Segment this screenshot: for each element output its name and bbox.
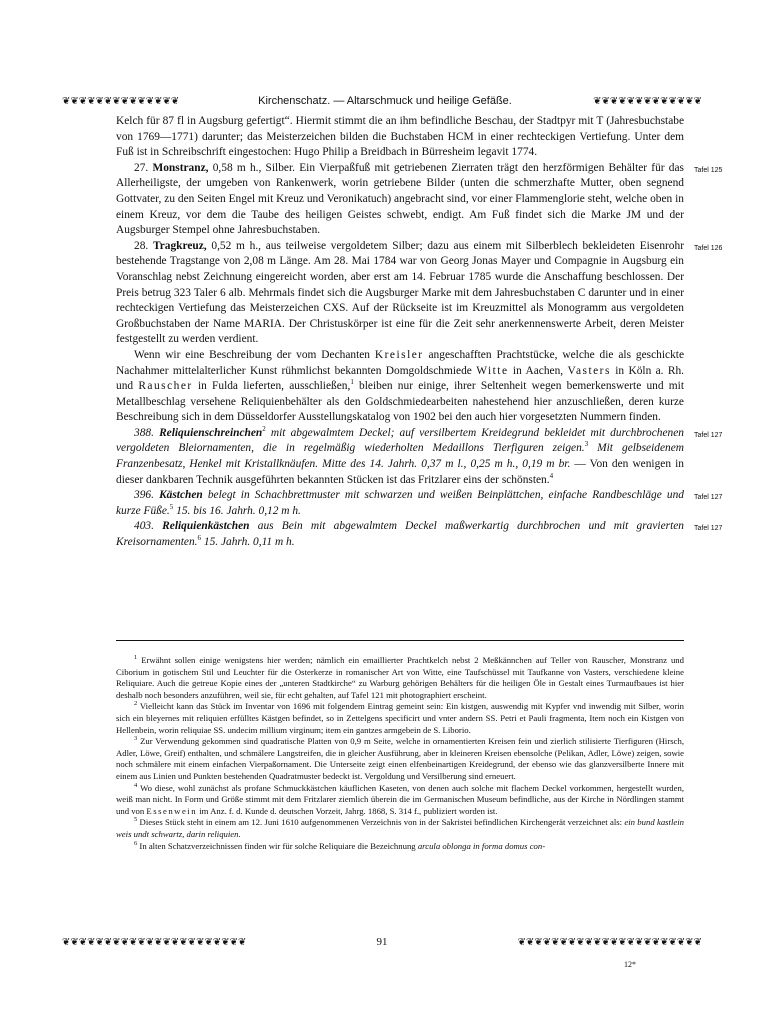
entry-title: Kästchen	[159, 489, 203, 502]
paragraph-intro: Wenn wir eine Beschreibung der vom Dechanten Kreisler angeschafften Prachtstücke, welche die als geschickte Nachahmer mittelalterlicher Kunst rühmlichst bekannten Domgoldschmiede Witte in Aachen, Vasters in Köln a. Rh. und Rauscher in Fulda lieferten, ausschließen,$^1$ bleiben nur einige, ihrer Seltenheit wegen bemerkenswerte und mit Metallbeschlag versehene Reliquienbehälter als den Goldschmiedearbeiten nahestehend hier anzuschließen, deren kurze Beschreibung sich in dem Düsseldorfer Ausstellungskatalog von 1902 bei den auch hier vorgesetzten Nummern finden.	[116, 348, 685, 424]
running-head-title: Kirchenschatz. — Altarschmuck und heilige Gefäße.	[258, 95, 512, 107]
footnote-3: $^3$ Zur Verwendung gekommen sind quadratische Platten von 0,9 m Seite, welche in ornamentierten Kreisen fein und zierlich stilisierte Tierfiguren (Hirsch, Adler, Löwe, Greif) enthalten, und schmälere Langstreifen, die in gleicher Ausführung, aber in kleineren Kreisen ebensolche (Pelikan, Adler, Löwe) zeigen, sowie noch schmälere mit einem einfachen Vierpaßornament. Die Unterseite zeigt einen elfenbeinartigen Kreidegrund, der ebenso wie das glanzversilberte Innere mit einem aus Linien und Punkten bestehenden Quadratmuster bedeckt ist. Vergoldung und Versilberung sind erneuert.	[116, 735, 684, 781]
name-rauscher: Rauscher	[138, 380, 193, 393]
main-text	[116, 114, 723, 551]
signature-mark: 12*	[624, 960, 636, 969]
footnote-ref: 5	[169, 503, 174, 512]
running-head	[62, 93, 702, 109]
plate-reference: Tafel 126	[694, 244, 723, 252]
header-ornament-right: ❦❦❦❦❦❦❦❦❦❦❦❦❦	[593, 95, 702, 107]
entry-27	[116, 161, 723, 239]
footnote-ref: 2	[262, 425, 266, 434]
footer-ornament-left: ❦❦❦❦❦❦❦❦❦❦❦❦❦❦❦❦❦❦❦❦❦❦	[62, 936, 247, 948]
footnote-divider	[116, 640, 684, 641]
name-essenwein: Essenwein	[146, 805, 198, 816]
footnote-4: $^4$ Wo diese, wohl zunächst als profane Schmuckkästchen käuflichen Kaseten, von denen auch solche mit flachem Deckel vorkommen, hergestellt wurden, weiß man nicht. In Form und Größe stimmt mit dem Fritzlarer ziemlich überein die im Germanischen Museum befindliche, aus der Kirche in Nördlingen stammt und von Essenwein im Anz. f. d. Kunde d. deutschen Vorzeit, Jahrg. 1868, S. 314 f., publiziert worden ist.	[116, 781, 684, 816]
header-ornament-left: ❦❦❦❦❦❦❦❦❦❦❦❦❦❦	[62, 95, 180, 107]
plate-reference: Tafel 127	[694, 525, 723, 533]
footnote-1: $^1$ Erwähnt sollen einige wenigstens hier werden; nämlich ein emaillierter Prachtkelch nebst 2 Meßkännchen auf Teller von Rauscher, Monstranz und Ciborium in gotischem Stil und Leuchter für die Osterkerze in romanischer Art von Witte, eine Taufschüssel mit Taufkanne von Vasters, verschiedene kleine Reliquiare. Auch die getreue Kopie eines der „unteren Stadtkirche“ zu Warburg gehörigen Behälters für die heiligen Öle in Gestalt eines Turmaufbaues ist hier deshalb noch besonders anzuführen, weil sie, für echt gehalten, auf Tafel 121 mit photographiert erscheint.	[116, 654, 684, 700]
plate-reference: Tafel 127	[694, 494, 723, 502]
entry-title: Tragkreuz,	[152, 239, 207, 252]
entry-number: 396.	[134, 489, 154, 502]
footnote-5: $^5$ Dieses Stück steht in einem am 12. Juni 1610 aufgenommenen Verzeichnis von in der Sakristei befindlichen Kirchengerät verzeichnet als: ein bund kastlein weis undt schwartz, darin reliquien.	[116, 816, 684, 839]
footnote-6: $^6$ In alten Schatzverzeichnissen finden wir für solche Reliquiare die Bezeichnung arcula oblonga in forma domus con-	[134, 839, 546, 851]
entry-number: 28.	[134, 239, 149, 252]
entry-title: Reliquienschreinchen	[159, 426, 263, 439]
entry-number: 403.	[134, 520, 154, 533]
page-footer	[62, 934, 702, 950]
footer-ornament-right: ❦❦❦❦❦❦❦❦❦❦❦❦❦❦❦❦❦❦❦❦❦❦	[517, 936, 702, 948]
paragraph-kelch: Kelch für 87 fl in Augsburg gefertigt“. Hiermit stimmt die an ihm befindliche Beschau, der Stadtpyr mit T (Jahresbuchstabe von 1769—1771) darunter; das Meisterzeichen bilden die Buchstaben HCM in einer rechteckigen Vertiefung. Unter dem Fuß ist in Schreibschrift eingestochen: Hugo Philip a Breidbach in Bürresheim legavit 1774.	[116, 115, 684, 159]
entry-396: 396. Kästchen belegt in Schachbrettmuster mit schwarzen und weißen Beinplättchen, einfache Randbeschläge und kurze Füße.$^5$ 15. bis 16. Jahrh. 0,12 m h. Tafel 127	[116, 488, 684, 519]
page-number: 91	[376, 936, 388, 948]
footnote-ref: 1	[350, 378, 354, 387]
entry-text: 0,58 m h., Silber. Ein Vierpaßfuß mit getriebenen Zierraten trägt den herzförmigen Behälter für das Allerheiligste, der umgeben von Rankenwerk, worin getriebene Bilder (unten die schmerzhafte Mutter, oben segnend Gottvater, zu den Seiten Engel mit Kreuz und Veronikatuch) angebracht sind, vor einer Flammenglorie steht, welche oben in einem Kreuz, vor dem die Taube des heiligen Geistes schwebt, endigt. Am Fuß findet sich die Marke JM und der Augsburger Stempel ohne Jahresbuchstaben.	[116, 161, 684, 237]
name-witte: Witte	[476, 364, 509, 377]
footnote-ref: 3	[584, 440, 589, 449]
entry-number: 27.	[134, 161, 149, 174]
plate-reference: Tafel 127	[694, 431, 723, 439]
footnote-ref: 6	[197, 534, 202, 543]
name-kreisler: Kreisler	[374, 348, 424, 361]
entry-title: Reliquienkästchen	[162, 520, 250, 533]
entry-388: 388. Reliquienschreinchen$^2$ mit abgewalmtem Deckel; auf versilbertem Kreidegrund bekleidet mit durchbrochenen vergoldeten Bleiornamenten, die in regelmäßig wiederholten Medaillons Tierfiguren zeigen.$^3$ Mit gelbseidenem Franzenbesatz, Henkel mit Kristallknäufen. Mitte des 14. Jahrh. 0,37 m l., 0,25 m h., 0,19 m br. — Von den wenigen in dieser dankbaren Technik ausgeführten bekannten Stücken ist das Fritzlarer eins der schönsten.$^4$ Tafel 127	[116, 426, 684, 488]
name-vasters: Vasters	[567, 364, 611, 377]
plate-reference: Tafel 125	[694, 166, 723, 174]
footnote-ref: 4	[549, 471, 554, 480]
entry-title: Monstranz,	[152, 161, 209, 174]
entry-text: 0,52 m h., aus teilweise vergoldetem Silber; dazu aus einem mit Silberblech bekleideten Eisenrohr bestehende Tragstange von 2,08 m Länge. Am 28. Mai 1784 war von Georg Jonas Mayer und Compagnie in Augsburg ein Voranschlag nebst Zeichnung eingereicht worden, aber erst am 14. Februar 1785 wurde die Anschaffung beschlossen. Der Preis betrug 323 Taler 6 alb. Mehrmals findet sich die Augsburger Marke mit dem Jahresbuchstaben C darunter und in einer rechteckigen Vertiefung das Meisterzeichen CXS. Auf der Rückseite ist im Kreuzmittel als Monogramm aus vergoldeten Großbuchstaben der Name MARIA. Der Christuskörper ist eine für die Zeit sehr anerkennenswerte Arbeit, deren Meister festgestellt zu werden verdient.	[116, 239, 684, 346]
footnote-2: $^2$ Vielleicht kann das Stück im Inventar von 1696 mit folgendem Eintrag gemeint sein: Ein kistgen, auswendig mit Kypfer vnd inwendig mit Silber, worin sich ein bleyernes mit reliquien erfülltes Kästgen befindet, so in Zettelgens specificirt und vnter andern SS. Petri et Pauli fragmenta, Item noch ein Kistgen von Hellenbein, worin reliquiae SS. undecim millium virginum; item ein gantzes armgebein de S. Liborio.	[116, 700, 684, 735]
entry-28	[116, 239, 723, 348]
entry-number: 388.	[134, 426, 154, 439]
entry-403: 403. Reliquienkästchen aus Bein mit abgewalmtem Deckel maßwerkartig durchbrochen und mit gravierten Kreisornamenten.$^6$ 15. Jahrh. 0,11 m h. Tafel 127	[116, 519, 684, 550]
footnotes	[116, 655, 684, 852]
